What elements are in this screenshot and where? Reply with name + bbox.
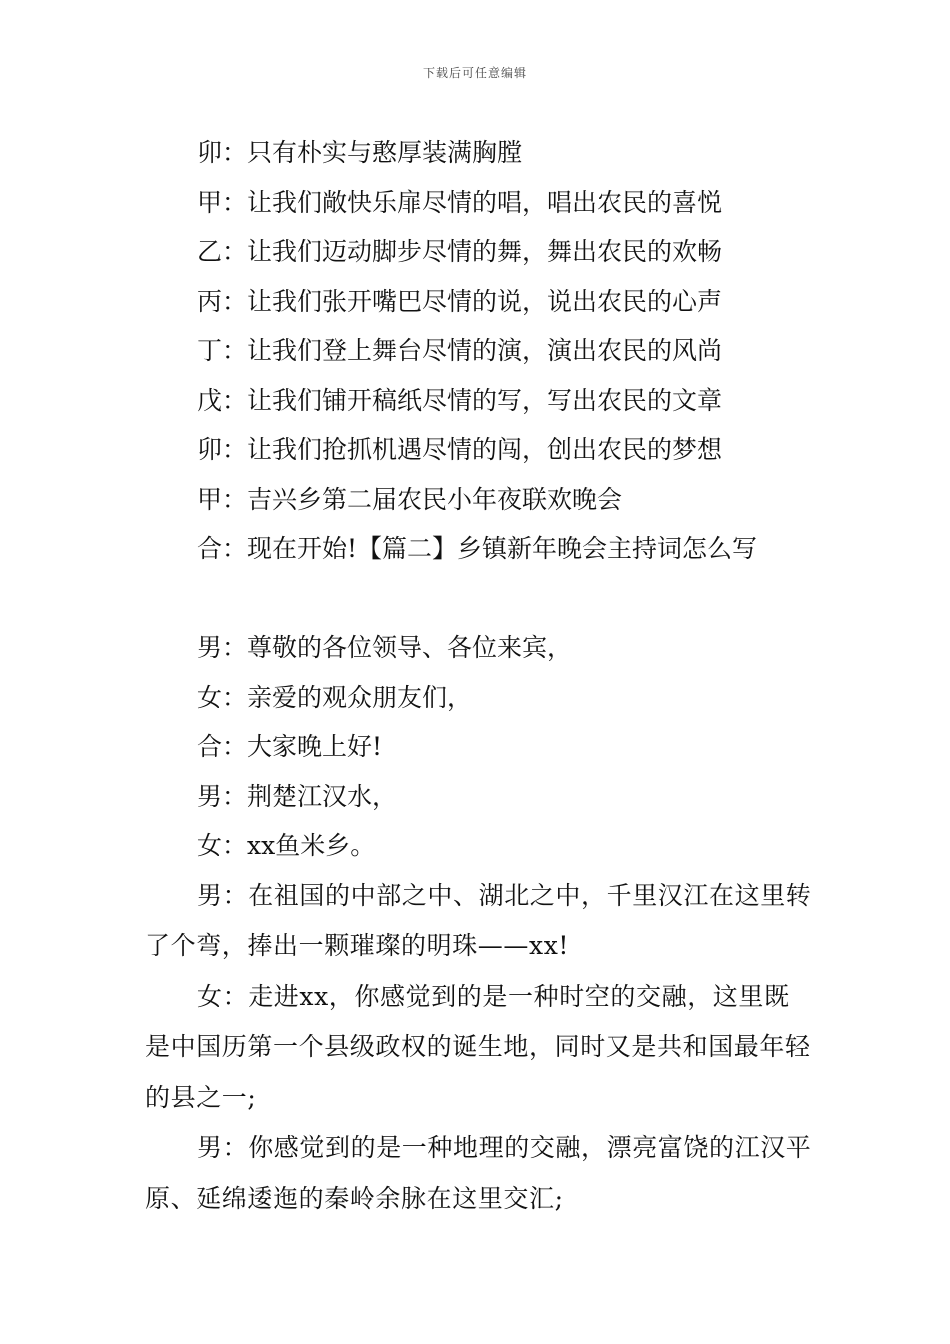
blank-line [145,574,815,624]
dialogue-line: 合：大家晚上好! [197,732,383,761]
page-header: 下载后可任意编辑 [422,66,527,80]
dialogue-line: 甲：让我们敞快乐扉尽情的唱，唱出农民的喜悦 [197,187,723,217]
dialogue-line: 女：xx鱼米乡。 [197,831,376,860]
dialogue-paragraph: 女：走进xx，你感觉到的是一种时空的交融，这里既是中国历第一个县级政权的诞生地，同时又是共和国最年轻的县之一; [145,981,811,1112]
dialogue-line: 丁：让我们登上舞台尽情的演，演出农民的风尚 [197,336,723,365]
dialogue-line: 男：尊敬的各位领导、各位来宾， [197,633,573,662]
dialogue-paragraph: 男：在祖国的中部之中、湖北之中，千里汉江在这里转了个弯，捧出一颗璀璨的明珠——xx! [145,880,812,960]
dialogue-line: 卯：让我们抢抓机遇尽情的闯，创出农民的梦想 [197,435,723,464]
dialogue-line: 卯：只有朴实与憨厚装满胸膛 [197,138,523,167]
dialogue-line: 戊：让我们铺开稿纸尽情的写，写出农民的文章 [197,385,723,415]
dialogue-line: 乙：让我们迈动脚步尽情的舞，舞出农民的欢畅 [197,237,723,266]
document-body [145,128,815,1224]
dialogue-line: 男：荆楚江汉水， [197,781,398,811]
dialogue-line: 丙：让我们张开嘴巴尽情的说，说出农民的心声 [197,286,723,316]
dialogue-paragraph: 男：你感觉到的是一种地理的交融，漂亮富饶的江汉平原、延绵逶迤的秦岭余脉在这里交汇; [145,1133,812,1213]
dialogue-line: 女：亲爱的观众朋友们， [197,682,473,712]
dialogue-line: 甲：吉兴乡第二届农民小年夜联欢晚会 [197,484,623,514]
dialogue-line: 合：现在开始!【篇二】乡镇新年晚会主持词怎么写 [197,534,758,563]
